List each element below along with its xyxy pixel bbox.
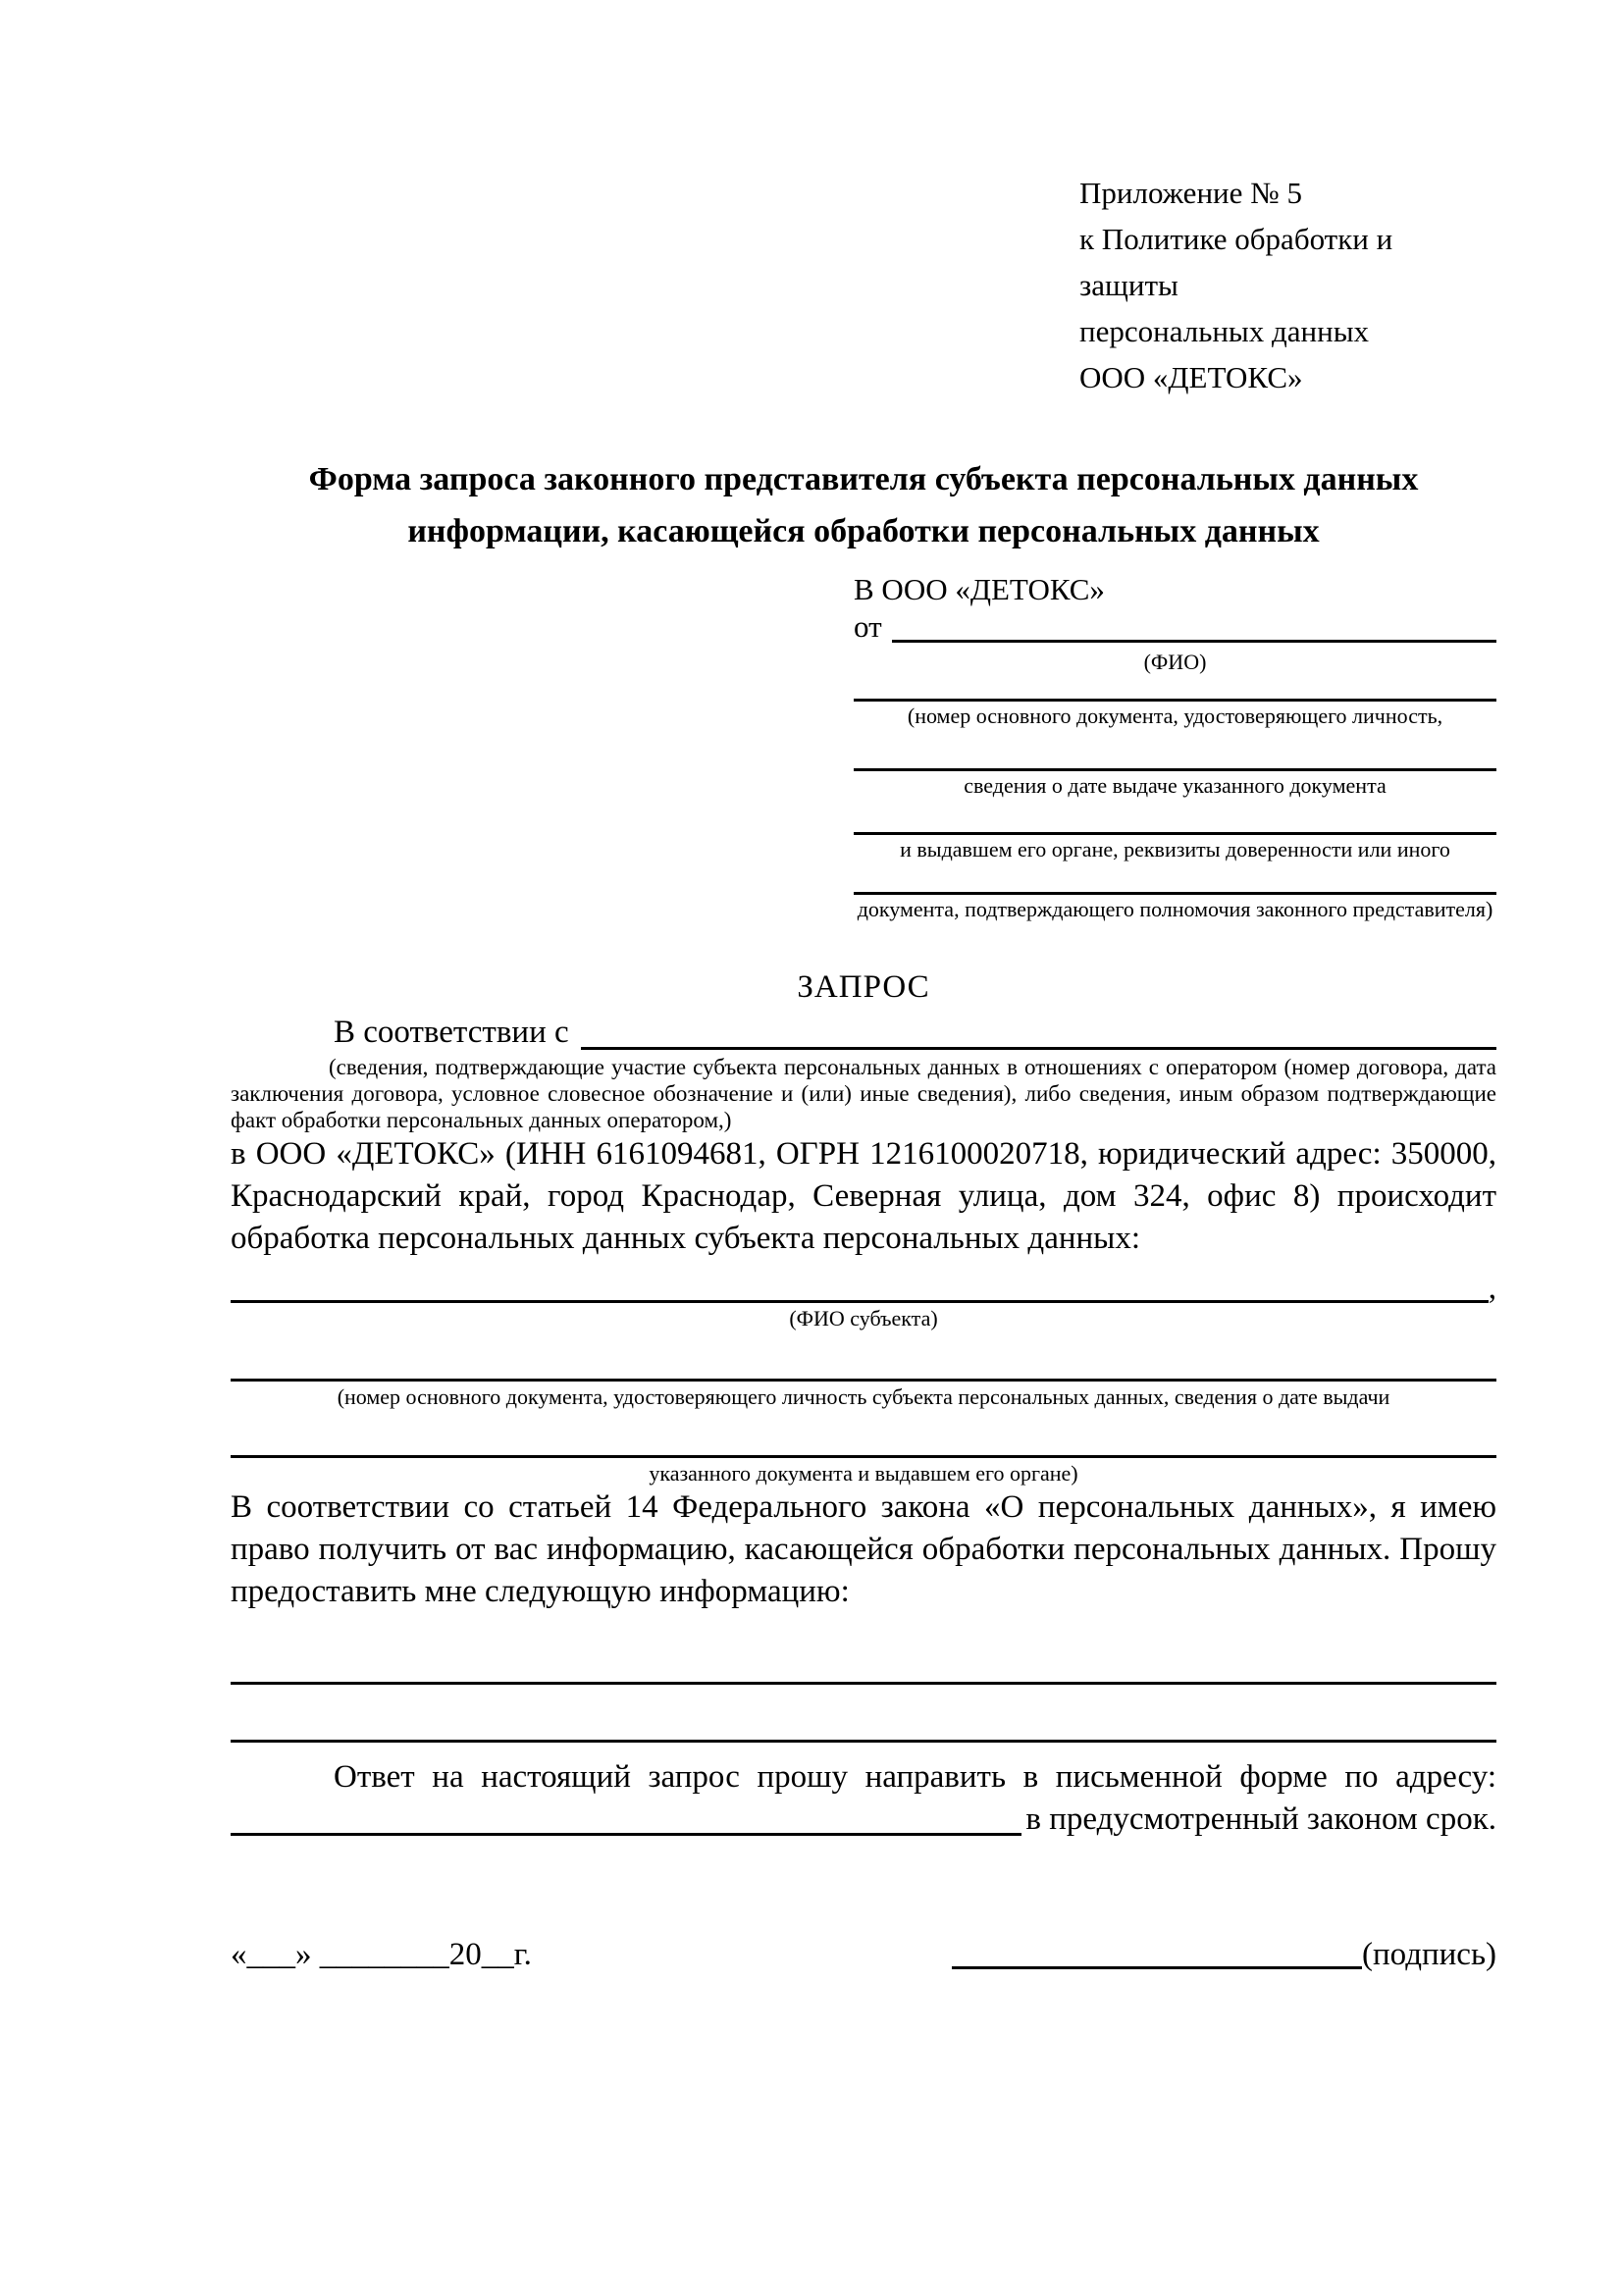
requested-info-blank-line-2	[231, 1685, 1496, 1743]
request-heading: ЗАПРОС	[797, 969, 930, 1005]
operator-paragraph: в ООО «ДЕТОКС» (ИНН 6161094681, ОГРН 1216100020718, юридический адрес: 350000, Краснодарский край, город Краснодар, Северная улица, дом 324, офис 8) происходит обработка персональных данных субъекта персональных данных:	[231, 1136, 1496, 1256]
document-title	[231, 453, 1496, 557]
accordance-note: (сведения, подтверждающие участие субъекта персональных данных в отношениях с оператором (номер договора, дата заключения договора, условное словесное обозначение и (или) иные сведения), либо сведения, иным образом подтверждающие факт обработки персональных данных оператором,)	[231, 1055, 1496, 1132]
document-content	[231, 0, 1496, 1975]
trailing-comma: ,	[1488, 1271, 1496, 1306]
subject-fio-row	[231, 1260, 1496, 1306]
addressee-block	[854, 571, 1496, 922]
subject-fio-caption: (ФИО субъекта)	[789, 1306, 938, 1331]
signature-caption: (подпись)	[1362, 1937, 1496, 1972]
reply-address-row	[231, 1799, 1496, 1840]
accordance-label: В соответствии с	[334, 1015, 569, 1050]
accordance-blank-line	[581, 1011, 1496, 1050]
subject-authority-caption: указанного документа и выдавшем его органе)	[649, 1461, 1078, 1486]
issue-date-caption: сведения о дате выдаче указанного документа	[964, 773, 1387, 798]
date-line: «___» ________20__г.	[231, 1937, 532, 1972]
authority-document-blank-line	[854, 862, 1496, 895]
signature-block	[952, 1934, 1496, 1975]
appendix-policy-line: к Политике обработки и защиты	[1079, 222, 1393, 302]
requested-info-blank-line-1	[231, 1641, 1496, 1685]
subject-document-blank-line	[231, 1331, 1496, 1382]
appendix-number: Приложение № 5	[1079, 176, 1302, 210]
issuing-authority-caption: и выдавшем его органе, реквизиты доверенности или иного	[900, 837, 1450, 861]
reply-paragraph: Ответ на настоящий запрос прошу направить в письменной форме по адресу:	[334, 1759, 1496, 1795]
reply-tail-text: в предусмотренный законом срок.	[1025, 1801, 1496, 1837]
subject-authority-blank-line	[231, 1410, 1496, 1458]
title-line-1: Форма запроса законного представителя субъекта персональных данных	[308, 461, 1419, 497]
reply-address-blank-line	[231, 1799, 1021, 1836]
id-document-caption: (номер основного документа, удостоверяющего личность,	[907, 704, 1443, 728]
addressee-to: В ООО «ДЕТОКС»	[854, 572, 1105, 606]
appendix-policy-line2: персональных данных	[1079, 314, 1370, 348]
appendix-header	[1079, 170, 1496, 400]
fio-caption: (ФИО)	[1143, 650, 1207, 674]
subject-fio-blank-line	[231, 1260, 1489, 1303]
rights-paragraph: В соответствии со статьей 14 Федерального закона «О персональных данных», я имею право получить от вас информацию, касающейся обработки персональных данных. Прошу предоставить мне следующую информацию:	[231, 1489, 1496, 1609]
paragraph-indent	[231, 1011, 334, 1054]
title-line-2: информации, касающейся обработки персональных данных	[407, 513, 1320, 549]
from-label: от	[854, 609, 882, 644]
authority-document-caption: документа, подтверждающего полномочия законного представителя)	[857, 897, 1493, 921]
subject-document-caption: (номер основного документа, удостоверяющего личность субъекта персональных данных, сведения о дате выдачи	[337, 1384, 1390, 1409]
issuing-authority-blank-line	[854, 799, 1496, 835]
fio-blank-line	[892, 608, 1496, 643]
accordance-row	[231, 1011, 1496, 1054]
signature-blank-line	[952, 1966, 1362, 1969]
addressee-from-row	[854, 608, 1496, 648]
issue-date-blank-line	[854, 729, 1496, 771]
footer-row	[231, 1934, 1496, 1975]
appendix-company: ООО «ДЕТОКС»	[1079, 360, 1303, 394]
id-document-blank-line	[854, 675, 1496, 702]
